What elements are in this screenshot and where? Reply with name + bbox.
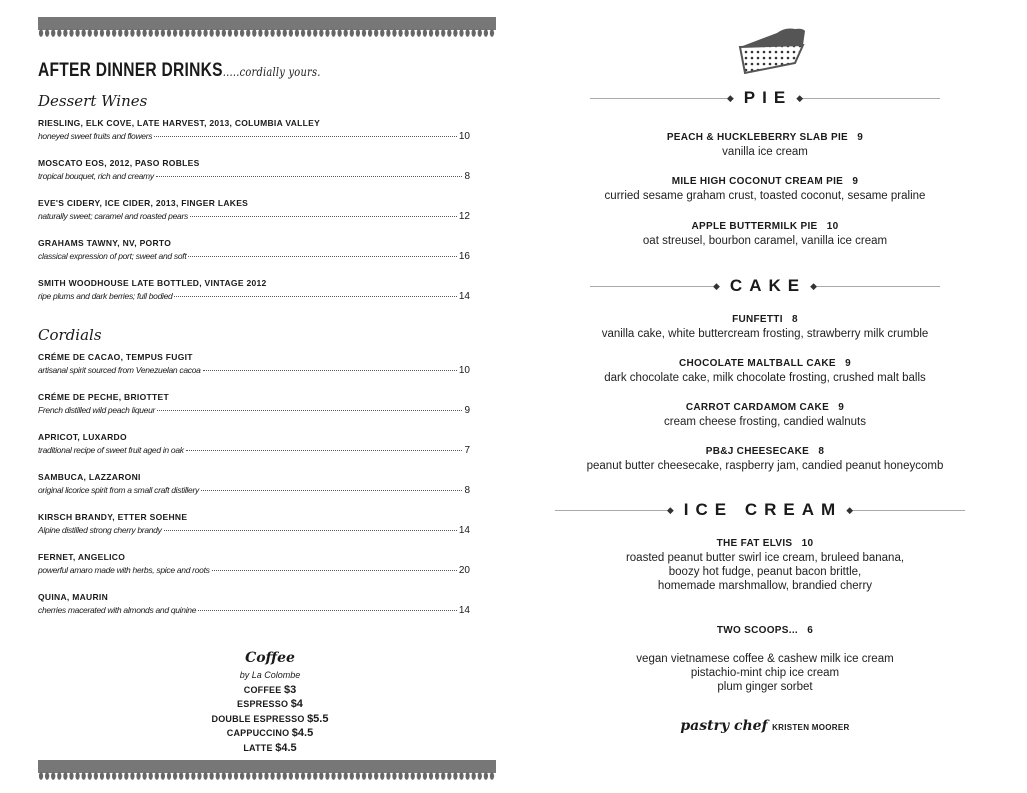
- dessert-name: MILE HIGH COCONUT CREAM PIE: [671, 176, 844, 187]
- drink-name: APRICOT, LUXARDO: [38, 432, 127, 442]
- dessert-description: vanilla cake, white buttercream frosting, strawberry milk crumble: [601, 328, 929, 340]
- diamond-icon: ◆: [726, 92, 734, 103]
- dot-leader: [188, 256, 456, 257]
- dot-leader: [174, 296, 456, 297]
- drink-description: powerful amaro made with herbs, spice and roots: [38, 565, 210, 575]
- dessert-item: [565, 537, 965, 593]
- drink-description: cherries macerated with almonds and quinine: [38, 605, 197, 615]
- dessert-price: 9: [857, 132, 864, 143]
- drink-price: 10: [458, 365, 470, 376]
- coffee-item: ESPRESSO $4: [237, 698, 303, 710]
- drink-item: [38, 390, 470, 430]
- drink-name: GRAHAMS TAWNY, NV, PORTO: [38, 238, 172, 248]
- drink-item: [38, 430, 470, 470]
- drink-item: [38, 350, 470, 390]
- coffee-item: DOUBLE ESPRESSO $5.5: [211, 712, 329, 725]
- drink-price: 12: [458, 211, 470, 222]
- drink-item: [38, 276, 470, 316]
- dot-leader: [212, 570, 457, 571]
- dessert-price: 9: [838, 402, 845, 413]
- coffee-item: LATTE $4.5: [243, 741, 297, 754]
- section-heading: Cordials: [38, 326, 102, 344]
- dessert-price: 9: [852, 176, 859, 187]
- dessert-item: [565, 313, 965, 341]
- dessert-name: CHOCOLATE MALTBALL CAKE: [678, 358, 836, 369]
- drink-price: 9: [464, 405, 470, 416]
- section-header-ice-cream: ◆ ICE CREAM ◆: [555, 500, 965, 520]
- drink-description: artisanal spirit sourced from Venezuelan cacoa: [38, 365, 201, 375]
- section-header-cake: ◆ CAKE ◆: [590, 276, 940, 296]
- drink-item: [38, 196, 470, 236]
- dessert-item: [565, 175, 965, 203]
- drink-price: 20: [458, 565, 470, 576]
- dessert-price: 10: [801, 538, 814, 549]
- after-dinner-drinks: [38, 60, 470, 630]
- dessert-price: 8: [818, 446, 825, 457]
- pastry-chef-credit: pastry chef KRISTEN MOORER: [680, 718, 850, 734]
- drink-price: 7: [464, 445, 470, 456]
- dessert-price: 9: [845, 358, 851, 369]
- dot-leader: [186, 450, 463, 451]
- dessert-name: TWO SCOOPS...: [716, 625, 798, 636]
- drink-description: French distilled wild peach liqueur: [38, 405, 156, 415]
- drink-name: KIRSCH BRANDY, ETTER SOEHNE: [38, 512, 188, 522]
- drink-item: [38, 510, 470, 550]
- diamond-icon: ◆: [846, 504, 854, 515]
- drink-price: 8: [464, 171, 470, 182]
- section-heading: Dessert Wines: [38, 92, 148, 110]
- drink-item: [38, 116, 470, 156]
- dessert-name: THE FAT ELVIS: [716, 538, 793, 549]
- drink-item: [38, 550, 470, 590]
- drink-item: [38, 590, 470, 630]
- diamond-icon: ◆: [810, 280, 818, 291]
- dessert-description: homemade marshmallow, brandied cherry: [657, 580, 873, 592]
- coffee-item: CAPPUCCINO $4.5: [226, 727, 314, 739]
- dessert-name: CARROT CARDAMOM CAKE: [685, 402, 830, 413]
- drink-name: RIESLING, ELK COVE, LATE HARVEST, 2013, COLUMBIA VALLEY: [38, 118, 321, 128]
- drink-description: Alpine distilled strong cherry brandy: [38, 525, 162, 535]
- drink-name: CRÉME DE CACAO, TEMPUS FUGIT: [38, 352, 193, 362]
- dessert-item: [565, 445, 965, 473]
- top-fringe-border: [38, 17, 496, 39]
- coffee-section: [190, 648, 350, 755]
- drink-description: original licorice spirit from a small craft distillery: [38, 485, 199, 495]
- drink-name: EVE'S CIDERY, ICE CIDER, 2013, FINGER LAKES: [38, 198, 249, 208]
- drink-price: 14: [458, 291, 470, 302]
- diamond-icon: ◆: [796, 92, 804, 103]
- drink-name: SMITH WOODHOUSE LATE BOTTLED, VINTAGE 2012: [38, 278, 267, 288]
- dessert-description: peanut butter cheesecake, raspberry jam, candied peanut honeycomb: [586, 460, 944, 472]
- diamond-icon: ◆: [666, 504, 674, 515]
- section-header-pie: ◆ PIE ◆: [590, 88, 940, 108]
- drink-price: 14: [458, 605, 470, 616]
- drink-name: SAMBUCA, LAZZARONI: [38, 472, 141, 482]
- dot-leader: [164, 530, 457, 531]
- dot-leader: [156, 176, 463, 177]
- dessert-description: curried sesame graham crust, toasted coconut, sesame praline: [604, 190, 926, 202]
- drink-description: classical expression of port; sweet and soft: [38, 251, 187, 261]
- dessert-name: FUNFETTI: [732, 314, 783, 325]
- dot-leader: [203, 370, 457, 371]
- dessert-description: cream cheese frosting, candied walnuts: [664, 416, 866, 428]
- dot-leader: [190, 216, 457, 217]
- dessert-item: [565, 220, 965, 248]
- dessert-description: boozy hot fudge, peanut bacon brittle,: [668, 566, 862, 578]
- dessert-description: plum ginger sorbet: [717, 681, 813, 693]
- coffee-roaster: by La Colombe: [239, 670, 301, 680]
- dessert-item: [565, 357, 965, 385]
- drink-name: MOSCATO EOS, 2012, PASO ROBLES: [38, 158, 200, 168]
- drink-name: FERNET, ANGELICO: [38, 552, 126, 562]
- dot-leader: [157, 410, 462, 411]
- pie-slice-icon: [737, 25, 809, 75]
- bottom-fringe-border: [38, 760, 496, 782]
- drink-price: 16: [458, 251, 470, 262]
- dessert-name: PEACH & HUCKLEBERRY SLAB PIE: [666, 132, 849, 143]
- coffee-heading: Coffee: [245, 650, 295, 666]
- dessert-price: 6: [807, 625, 814, 636]
- drink-item: [38, 236, 470, 276]
- dessert-item: [565, 401, 965, 429]
- page-title: AFTER DINNER DRINKS.....cordially yours.: [38, 60, 321, 81]
- dessert-name: APPLE BUTTERMILK PIE: [691, 221, 818, 232]
- drink-item: [38, 470, 470, 510]
- drink-description: ripe plums and dark berries; full bodied: [38, 291, 173, 301]
- drink-description: tropical bouquet, rich and creamy: [38, 171, 154, 181]
- dot-leader: [201, 490, 463, 491]
- dessert-description: dark chocolate cake, milk chocolate frosting, crushed malt balls: [604, 372, 926, 384]
- dessert-item: [565, 624, 965, 694]
- dessert-name: PB&J CHEESECAKE: [705, 446, 810, 457]
- dot-leader: [154, 136, 457, 137]
- dessert-description: pistachio-mint chip ice cream: [690, 667, 840, 679]
- dessert-description: vegan vietnamese coffee & cashew milk ice cream: [636, 653, 894, 665]
- dot-leader: [198, 610, 457, 611]
- diamond-icon: ◆: [713, 280, 720, 291]
- drink-name: CRÉME DE PECHE, BRIOTTET: [38, 392, 169, 402]
- drink-name: QUINA, MAURIN: [38, 592, 109, 602]
- dessert-price: 8: [792, 314, 798, 325]
- drink-description: naturally sweet; caramel and roasted pears: [38, 211, 188, 221]
- dessert-description: oat streusel, bourbon caramel, vanilla ice cream: [642, 235, 888, 247]
- coffee-item: COFFEE $3: [243, 683, 297, 696]
- dessert-description: vanilla ice cream: [722, 146, 808, 158]
- drink-description: honeyed sweet fruits and flowers: [38, 131, 153, 141]
- drink-price: 8: [464, 485, 470, 496]
- dessert-item: [565, 131, 965, 159]
- drink-item: [38, 156, 470, 196]
- dessert-description: roasted peanut butter swirl ice cream, bruleed banana,: [625, 552, 905, 564]
- dessert-price: 10: [826, 221, 839, 232]
- drink-price: 14: [458, 525, 470, 536]
- drink-price: 10: [458, 131, 470, 142]
- drink-description: traditional recipe of sweet fruit aged in oak: [38, 445, 184, 455]
